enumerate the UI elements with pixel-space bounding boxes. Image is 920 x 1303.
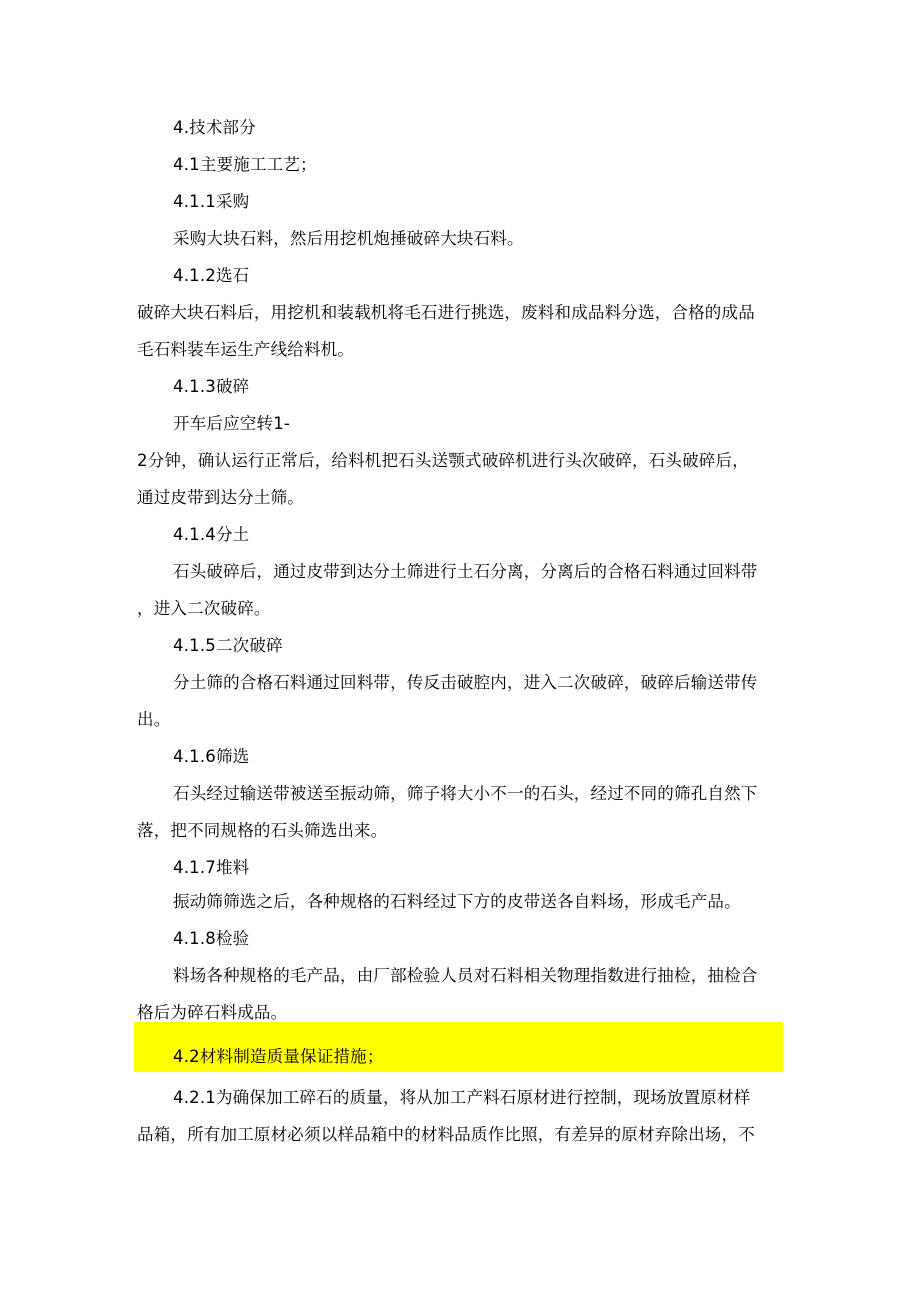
heading-4-1-6-screening: 4.1.6筛选 [173,747,250,766]
heading-4-1-7-stockpiling: 4.1.7堆料 [173,858,250,877]
heading-4-technical-part: 4.技术部分 [173,118,256,137]
heading-4-1-3-crushing: 4.1.3破碎 [173,377,250,396]
paragraph-4-1-3-line-3: 通过皮带到达分土筛。 [137,488,304,507]
heading-4-2-material-quality-assurance: 4.2材料制造质量保证措施； [173,1047,384,1066]
paragraph-4-1-8-line-2: 格后为碎石料成品。 [137,1003,288,1022]
paragraph-4-1-8-line-1: 料场各种规格的毛产品，由厂部检验人员对石料相关物理指数进行抽检，抽检合 [173,966,758,985]
paragraph-4-1-4-line-2: ，进入二次破碎。 [137,599,271,618]
paragraph-4-2-1-line-2: 品箱，所有加工原材必须以样品箱中的材料品质作比照，有差异的原材弃除出场，不 [137,1125,755,1144]
paragraph-4-1-5-line-1: 分土筛的合格石料通过回料带，传反击破腔内，进入二次破碎，破碎后输送带传 [173,673,758,692]
paragraph-4-1-5-line-2: 出。 [137,710,171,729]
heading-4-1-8-inspection: 4.1.8检验 [173,929,250,948]
paragraph-4-1-3-line-2: 2分钟，确认运行正常后，给料机把石头送颚式破碎机进行头次破碎，石头破碎后， [137,451,749,470]
heading-4-1-1-procurement: 4.1.1采购 [173,192,250,211]
paragraph-4-1-2-line-2: 毛石料装车运生产线给料机。 [137,340,355,359]
paragraph-4-2-1-line-1: 4.2.1为确保加工碎石的质量，将从加工产料石原材进行控制，现场放置原材样 [173,1088,751,1107]
heading-4-1-2-stone-selection: 4.1.2选石 [173,266,250,285]
paragraph-4-1-6-line-2: 落，把不同规格的石头筛选出来。 [137,821,388,840]
paragraph-4-1-2-line-1: 破碎大块石料后，用挖机和装载机将毛石进行挑选，废料和成品料分选，合格的成品 [137,303,755,322]
paragraph-4-1-3-line-1: 开车后应空转1- [173,414,291,433]
heading-4-1-5-secondary-crushing: 4.1.5二次破碎 [173,636,283,655]
paragraph-4-1-1-line-1: 采购大块石料，然后用挖机炮捶破碎大块石料。 [173,229,524,248]
heading-4-1-4-soil-separation: 4.1.4分土 [173,525,250,544]
paragraph-4-1-6-line-1: 石头经过输送带被送至振动筛，筛子将大小不一的石头，经过不同的筛孔自然下 [173,784,758,803]
paragraph-4-1-7-line-1: 振动筛筛选之后，各种规格的石料经过下方的皮带送各自料场，形成毛产品。 [173,892,741,911]
paragraph-4-1-4-line-1: 石头破碎后，通过皮带到达分土筛进行土石分离，分离后的合格石料通过回料带 [173,562,758,581]
heading-4-1-main-construction-process: 4.1主要施工工艺； [173,155,317,174]
